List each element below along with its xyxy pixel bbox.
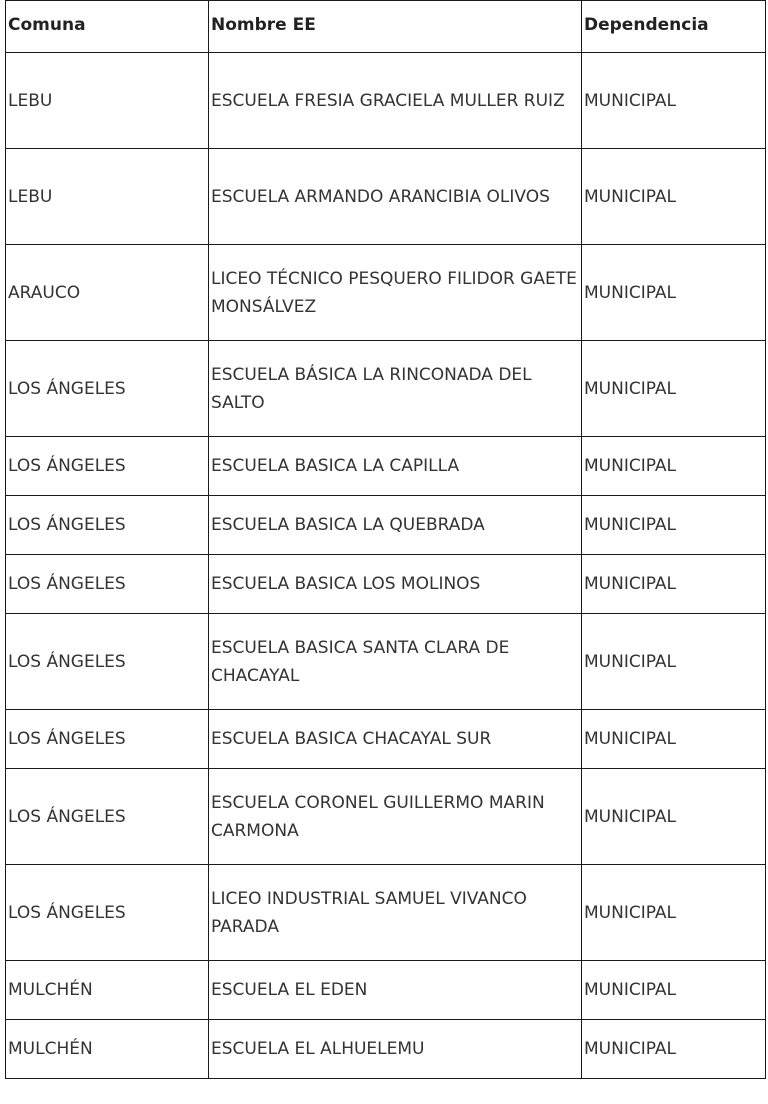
table-row [6,437,766,496]
cell-comuna: ARAUCO [6,245,209,341]
cell-dependencia: MUNICIPAL [582,496,766,555]
cell-dependencia: MUNICIPAL [582,710,766,769]
cell-comuna: MULCHÉN [6,1020,209,1079]
cell-nombre-ee: ESCUELA ARMANDO ARANCIBIA OLIVOS [209,149,582,245]
cell-comuna: LOS ÁNGELES [6,865,209,961]
cell-dependencia: MUNICIPAL [582,437,766,496]
cell-comuna: LOS ÁNGELES [6,437,209,496]
cell-comuna: LEBU [6,149,209,245]
cell-comuna: LOS ÁNGELES [6,496,209,555]
cell-dependencia: MUNICIPAL [582,865,766,961]
cell-dependencia: MUNICIPAL [582,245,766,341]
table-row [6,341,766,437]
table-body [6,53,766,1079]
header-dependencia: Dependencia [582,1,766,53]
cell-dependencia: MUNICIPAL [582,614,766,710]
cell-nombre-ee: ESCUELA BASICA CHACAYAL SUR [209,710,582,769]
schools-table [5,0,766,1079]
table-row [6,555,766,614]
cell-comuna: LEBU [6,53,209,149]
cell-comuna: LOS ÁNGELES [6,769,209,865]
cell-nombre-ee: ESCUELA EL EDEN [209,961,582,1020]
cell-dependencia: MUNICIPAL [582,341,766,437]
table-row [6,245,766,341]
cell-comuna: LOS ÁNGELES [6,555,209,614]
cell-dependencia: MUNICIPAL [582,769,766,865]
cell-nombre-ee: ESCUELA BASICA LA QUEBRADA [209,496,582,555]
table-row [6,769,766,865]
cell-comuna: LOS ÁNGELES [6,710,209,769]
table-row [6,53,766,149]
table-row [6,614,766,710]
cell-comuna: LOS ÁNGELES [6,614,209,710]
header-comuna: Comuna [6,1,209,53]
table-row [6,496,766,555]
cell-nombre-ee: ESCUELA BASICA LA CAPILLA [209,437,582,496]
table-row [6,961,766,1020]
cell-nombre-ee: ESCUELA FRESIA GRACIELA MULLER RUIZ [209,53,582,149]
cell-dependencia: MUNICIPAL [582,555,766,614]
cell-comuna: MULCHÉN [6,961,209,1020]
cell-nombre-ee: ESCUELA BASICA LOS MOLINOS [209,555,582,614]
cell-nombre-ee: ESCUELA CORONEL GUILLERMO MARIN CARMONA [209,769,582,865]
cell-nombre-ee: LICEO TÉCNICO PESQUERO FILIDOR GAETE MONSÁLVEZ [209,245,582,341]
cell-nombre-ee: LICEO INDUSTRIAL SAMUEL VIVANCO PARADA [209,865,582,961]
cell-dependencia: MUNICIPAL [582,53,766,149]
table-header [6,1,766,53]
cell-dependencia: MUNICIPAL [582,1020,766,1079]
cell-nombre-ee: ESCUELA BÁSICA LA RINCONADA DEL SALTO [209,341,582,437]
table-row [6,149,766,245]
table-row [6,710,766,769]
header-row [6,1,766,53]
table-row [6,865,766,961]
cell-nombre-ee: ESCUELA BASICA SANTA CLARA DE CHACAYAL [209,614,582,710]
cell-dependencia: MUNICIPAL [582,961,766,1020]
cell-comuna: LOS ÁNGELES [6,341,209,437]
header-nombre-ee: Nombre EE [209,1,582,53]
cell-nombre-ee: ESCUELA EL ALHUELEMU [209,1020,582,1079]
table-row [6,1020,766,1079]
cell-dependencia: MUNICIPAL [582,149,766,245]
